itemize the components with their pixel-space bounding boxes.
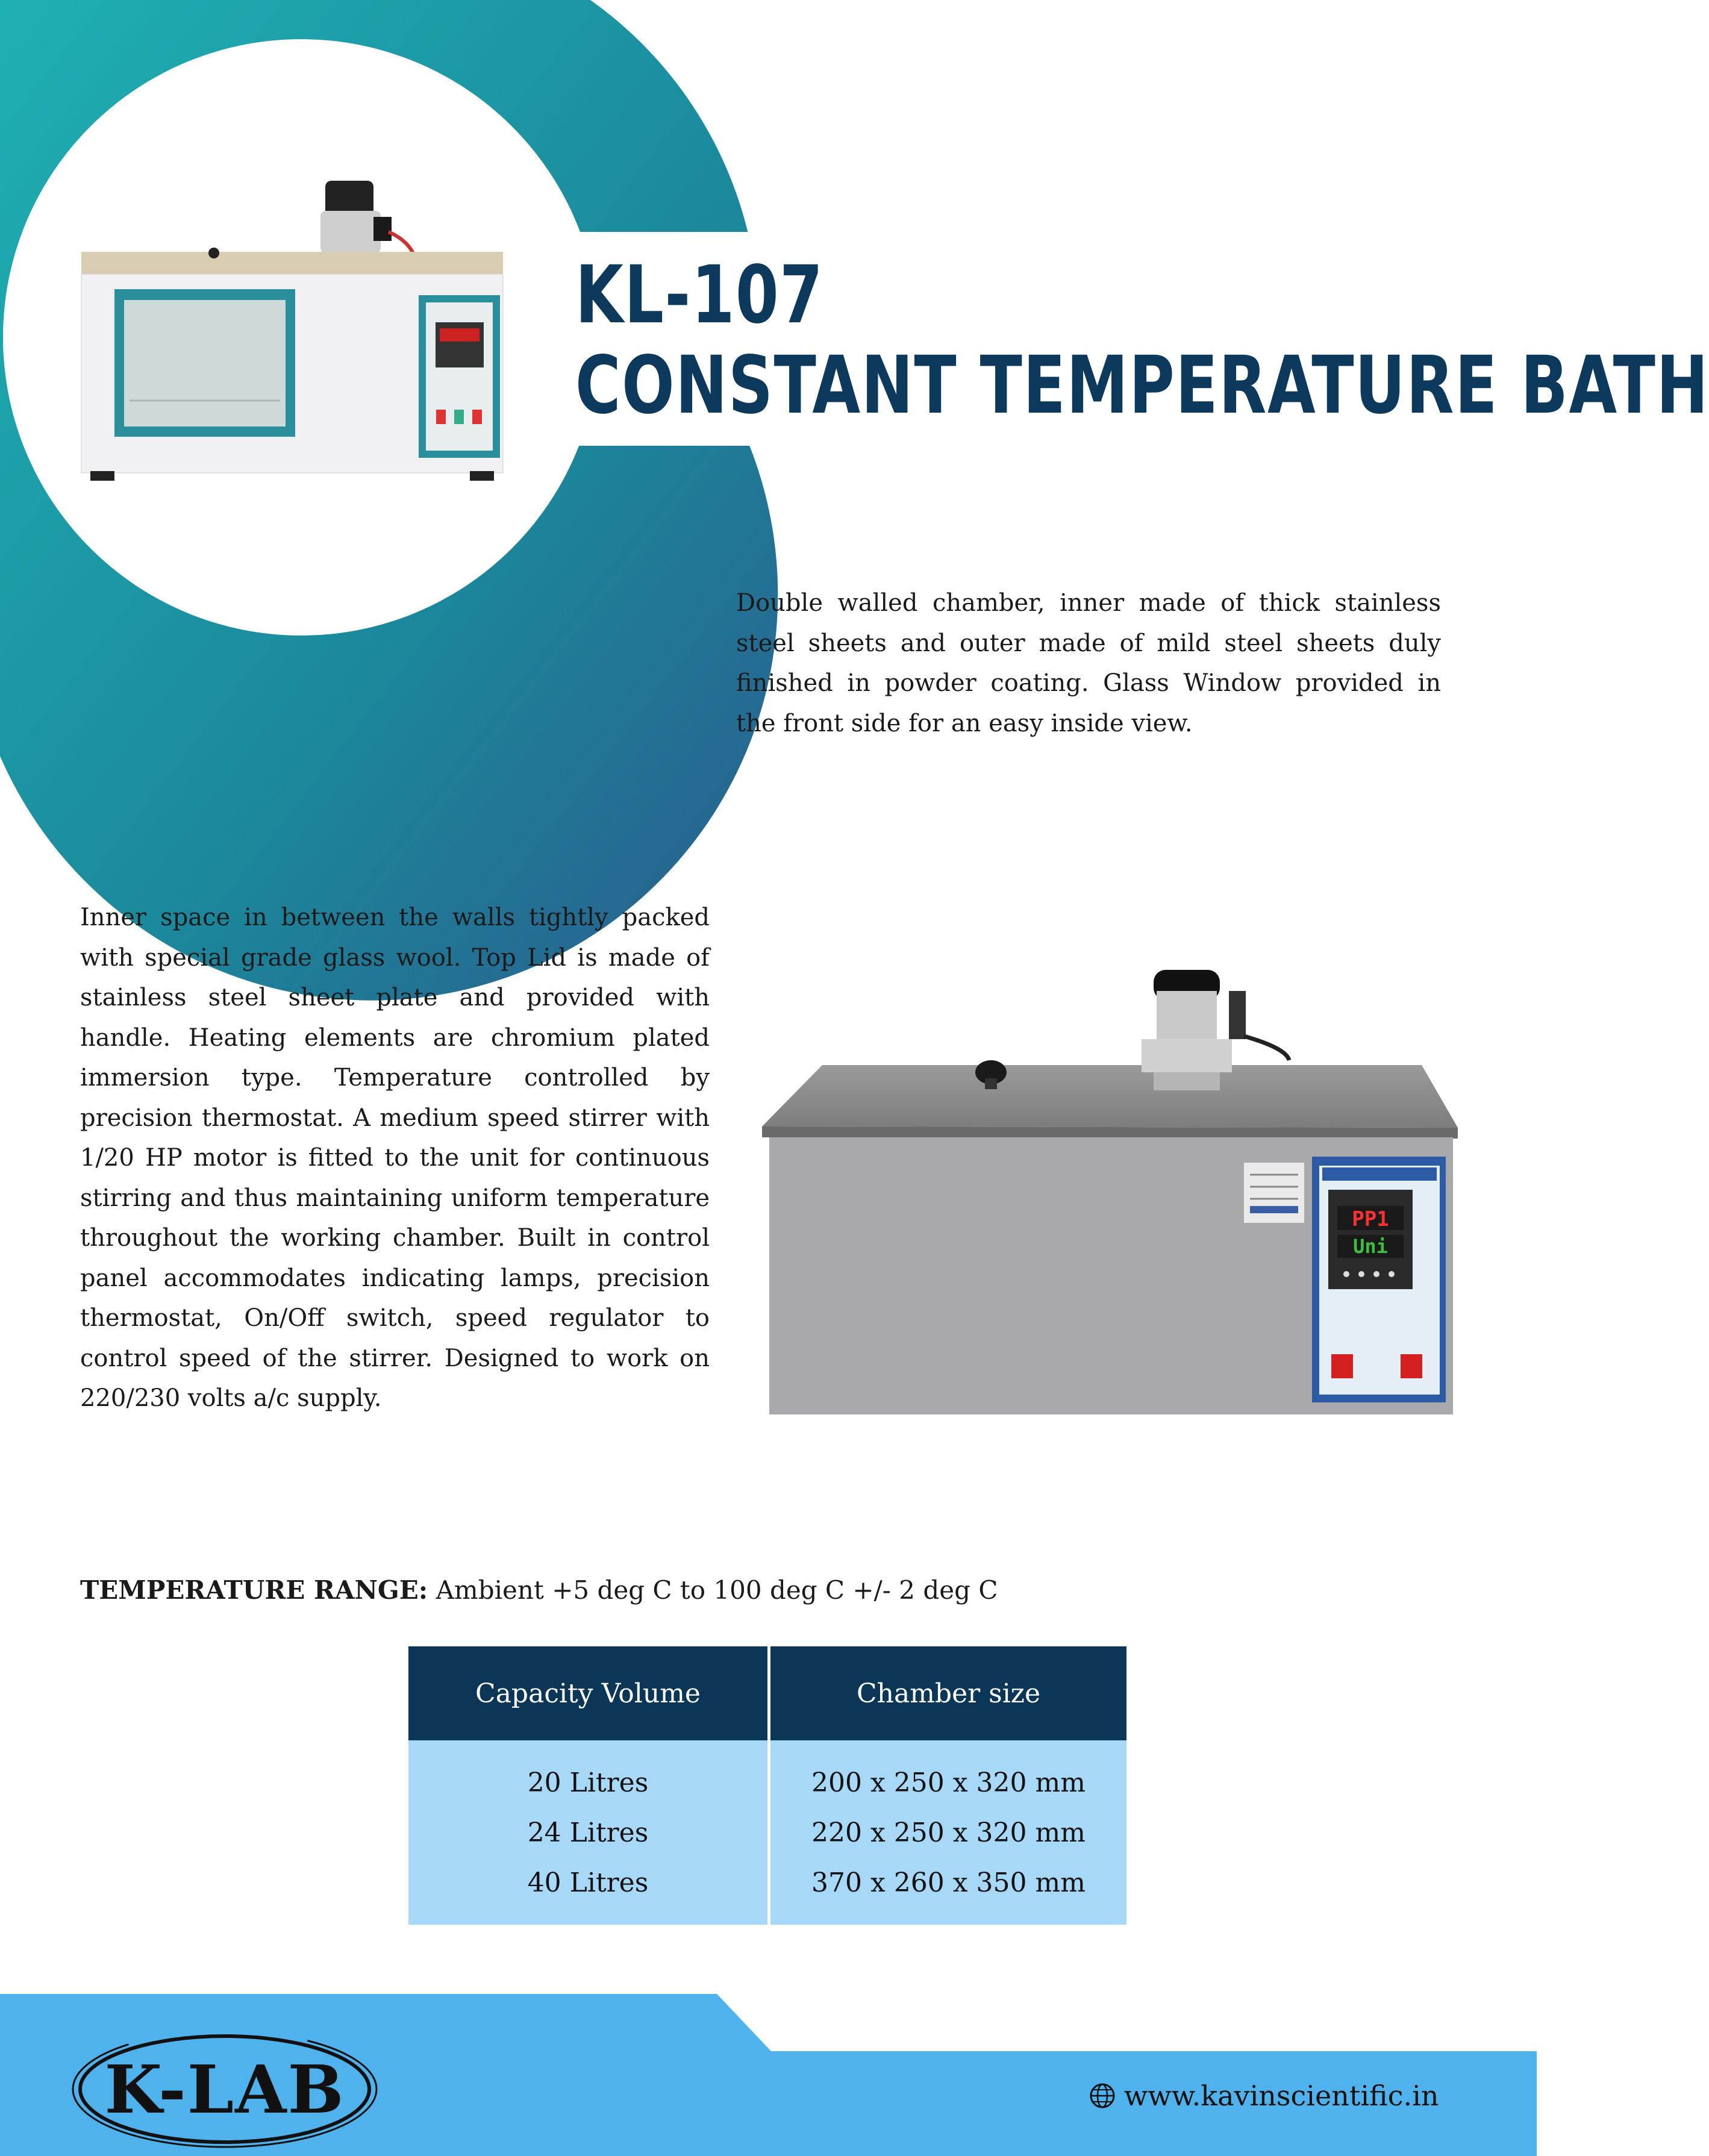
product-image-small: [72, 175, 518, 496]
table-cell: 20 Litres: [527, 1767, 649, 1798]
controller-readout-bottom: Uni: [1353, 1235, 1388, 1258]
logo-text: K-LAB: [104, 2050, 345, 2128]
table-column-capacity: [408, 1740, 767, 1925]
table-cell: 40 Litres: [527, 1867, 649, 1898]
table-cell: 220 x 250 x 320 mm: [811, 1817, 1086, 1848]
table-column-chamber-size: [767, 1740, 1126, 1925]
temperature-range: [80, 1575, 998, 1605]
temperature-range-value: Ambient +5 deg C to 100 deg C +/- 2 deg C: [428, 1575, 998, 1605]
description-paragraph-1: Double walled chamber, inner made of thick stainless steel sheets and outer made of mild steel sheets duly finished in powder coating. Glass Window provided in the front side for an easy inside view.: [736, 589, 1441, 737]
temperature-range-label: TEMPERATURE RANGE:: [80, 1575, 428, 1605]
website-url[interactable]: www.kavinscientific.in: [1124, 2079, 1439, 2112]
description-paragraph-2: Inner space in between the walls tightly packed with special grade glass wool. Top Lid is made of stainless steel sheet plate and provided with handle. Heating elements are chromium plated immersion type. Temperature controlled by precision thermostat. A medium speed stirrer with 1/20 HP motor is fitted to the unit for continuous stirring and thus maintaining uniform temperature throughout the working chamber. Built in control panel accommodates indicating lamps, precision thermostat, On/Off switch, speed regulator to control speed of the stirrer. Designed to work on 220/230 volts a/c supply.: [80, 904, 710, 1412]
spec-table: [408, 1646, 1126, 1925]
product-title: CONSTANT TEMPERATURE BATH: [575, 339, 1709, 432]
model-number: KL-107: [575, 249, 824, 342]
table-header-capacity: Capacity Volume: [408, 1646, 767, 1740]
table-cell: 370 x 260 x 350 mm: [811, 1867, 1086, 1898]
globe-icon: [1089, 2083, 1116, 2109]
controller-readout-top: PP1: [1352, 1207, 1389, 1231]
k-lab-logo: [71, 2029, 378, 2149]
table-cell: 24 Litres: [527, 1817, 649, 1848]
website[interactable]: [1089, 2079, 1439, 2112]
table-cell: 200 x 250 x 320 mm: [811, 1767, 1086, 1798]
product-image-large: [756, 958, 1467, 1430]
table-header-chamber-size: Chamber size: [767, 1646, 1126, 1740]
